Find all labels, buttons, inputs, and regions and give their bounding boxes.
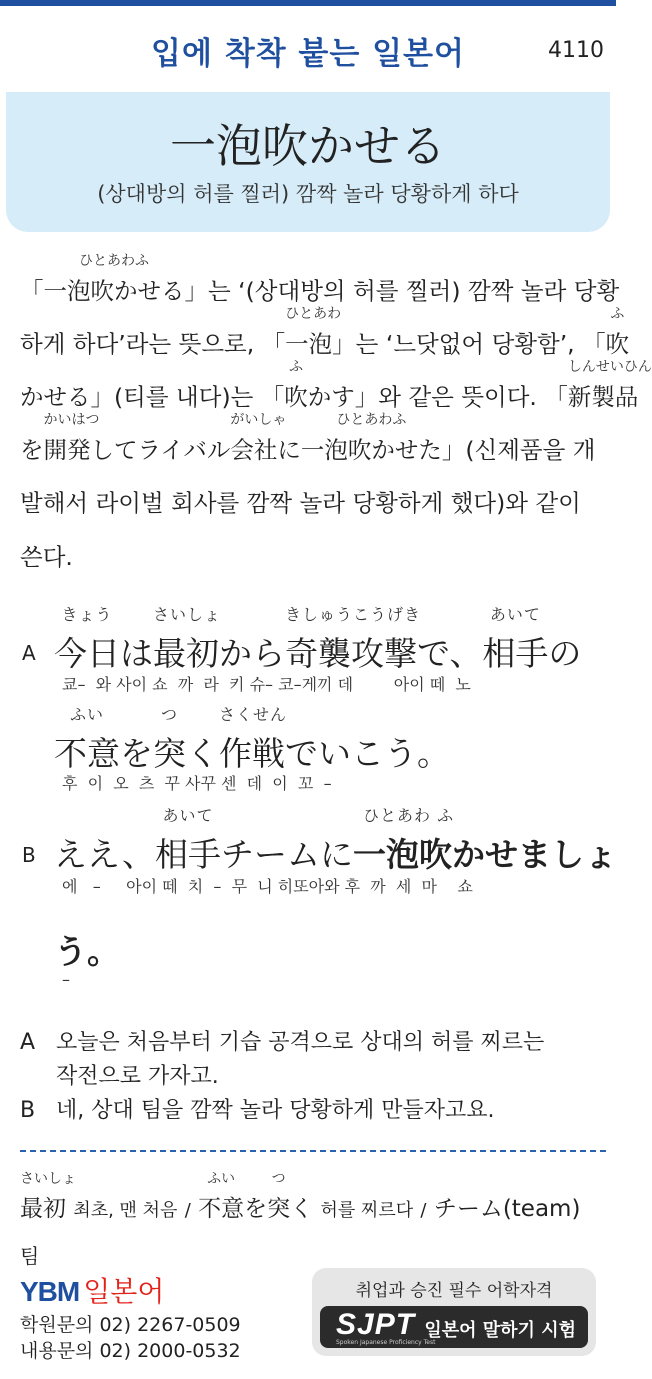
ruby-word: かいはつ 開発 bbox=[43, 412, 100, 464]
explanation-line: を かいはつ 開発してライバル がいしゃ 会社に ひとあわふ 一泡吹かせた」(신제품을 개 bbox=[20, 412, 596, 464]
sjpt-subtitle: Spoken Japanese Proficiency Test bbox=[336, 1339, 436, 1346]
promo-tagline: 취업과 승진 필수 어학자격 bbox=[355, 1281, 553, 1301]
content-contact: 내용문의 02) 2000-0532 bbox=[20, 1340, 241, 1362]
ruby-word: ひとあわふ 一泡吹かせた bbox=[300, 412, 442, 464]
explanation-line: 발해서 라이벌 회사를 깜짝 놀라 당황하게 했다)와 같이 bbox=[20, 489, 581, 517]
translation-a: A 오늘은 처음부터 기습 공격으로 상대의 허를 찌르는 작전으로 가자고. bbox=[20, 1030, 545, 1089]
dialogue-japanese-line: ええ、 あいて 相手チームに ひとあわ ふ 一泡吹かせましょ bbox=[54, 806, 617, 874]
academy-contact: 학원문의 02) 2267-0509 bbox=[20, 1314, 241, 1336]
dialogue-japanese-line: う。 bbox=[54, 932, 120, 971]
dialogue-japanese-line: きょう 今日は さいしょ 最初から きしゅうこうげき 奇襲攻撃で、 あいて 相手の bbox=[54, 605, 582, 673]
expression-title-box bbox=[6, 92, 610, 232]
vocabulary-continuation: 팀 bbox=[20, 1244, 40, 1268]
ruby-word: ふ 吹 bbox=[284, 359, 308, 411]
promo-label: 일본어 말하기 시험 bbox=[424, 1320, 576, 1341]
ruby-word: しんせいひん 新製品 bbox=[567, 359, 652, 411]
column-title: 입에 착착 붙는 일본어 bbox=[151, 36, 465, 72]
dialogue-korean-reading: 에 – 아이 떼 치 – 무 니 히또아와 후 까 세 마 쇼 bbox=[62, 877, 473, 896]
sjpt-promo bbox=[312, 1268, 596, 1356]
dialogue-korean-reading: 후 이 오 츠 꾸 사꾸 센 데 이 꼬 – bbox=[62, 774, 332, 793]
speaker-label: B bbox=[22, 843, 36, 867]
explanation-line: 쓴다. bbox=[20, 543, 73, 571]
dialogue-korean-reading: – bbox=[62, 970, 70, 989]
explanation-line: 「 ひとあわふ 一泡吹かせる」는 ‘(상대방의 허를 찔러) 깜짝 놀라 당황 bbox=[20, 253, 620, 305]
ruby-word: がいしゃ 会社 bbox=[230, 412, 287, 464]
sjpt-logo: SJPT bbox=[336, 1308, 416, 1341]
top-accent-bar bbox=[0, 0, 616, 6]
explanation-line: かせる」(티를 내다)는 「 ふ 吹かす」와 같은 뜻이다. 「 しんせいひん 新製品 bbox=[20, 359, 652, 411]
translation-b: B 네, 상대 팀을 깜짝 놀라 당황하게 만들자고요. bbox=[20, 1098, 495, 1123]
ybm-logo: YBM 일본어 bbox=[20, 1275, 165, 1308]
promo-banner bbox=[320, 1306, 588, 1348]
dialogue-korean-reading: 쿄– 와 사이 쇼 까 라 키 슈– 코–게끼 데 아이 떼 노 bbox=[62, 675, 471, 694]
ruby-word: ひとあわ 一泡 bbox=[285, 306, 342, 358]
issue-number: 4110 bbox=[548, 38, 604, 63]
expression-heading: 一泡吹かせる bbox=[170, 119, 446, 173]
expression-meaning: (상대방의 허를 찔러) 깜짝 놀라 당황하게 하다 bbox=[97, 182, 519, 206]
explanation-line: 하게 하다’라는 뜻으로, 「 ひとあわ 一泡」는 ‘느닷없어 당황함’, 「 ふ 吹 bbox=[20, 306, 630, 358]
ruby-word: ふ 吹 bbox=[605, 306, 630, 358]
ruby-word: ひとあわふ 一泡吹かせる bbox=[43, 253, 185, 305]
section-divider bbox=[20, 1150, 606, 1152]
speaker-label: A bbox=[22, 641, 36, 665]
vocabulary-line: さいしょ 最初 최초, 맨 처음 / ふい 不意を つ 突く 허를 찌르다 / チーム(team) bbox=[20, 1171, 581, 1222]
dialogue-japanese-line: ふい 不意を つ 突く さくせん 作戦でいこう。 bbox=[54, 705, 450, 773]
